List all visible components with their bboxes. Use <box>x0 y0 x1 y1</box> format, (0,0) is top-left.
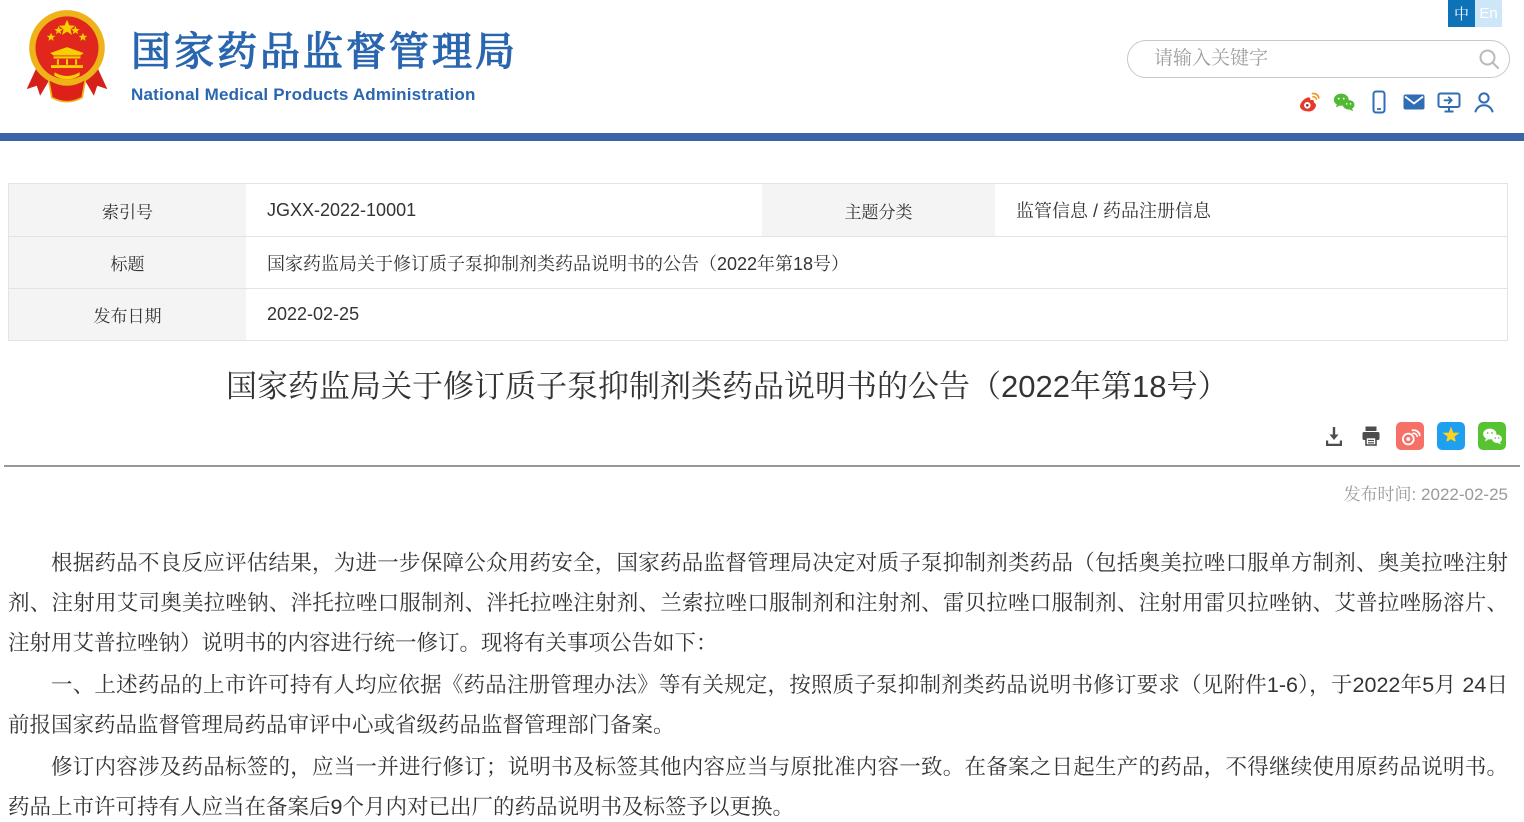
wechat-icon[interactable] <box>1332 90 1356 114</box>
share-wechat-icon[interactable] <box>1478 422 1506 450</box>
article-toolbar <box>0 422 1524 450</box>
user-icon[interactable] <box>1472 90 1496 114</box>
print-icon[interactable] <box>1359 424 1383 448</box>
article-paragraph: 一、上述药品的上市许可持有人均应依据《药品注册管理办法》等有关规定，按照质子泵抑制剂类药品说明书修订要求（见附件1-6），于2022年5月 24日前报国家药品监督管理局药品审评中心或省级药品监督管理部门备案。 <box>8 673 1508 737</box>
national-emblem-icon <box>25 6 109 110</box>
article-body <box>8 543 1508 822</box>
table-row <box>9 288 1507 340</box>
header-social-links <box>1297 90 1496 114</box>
document-meta-table <box>8 183 1508 341</box>
mobile-icon[interactable] <box>1367 90 1391 114</box>
weibo-icon[interactable] <box>1297 90 1321 114</box>
share-weibo-icon[interactable] <box>1396 422 1424 450</box>
meta-label-topic: 主题分类 <box>762 184 995 236</box>
download-icon[interactable] <box>1322 424 1346 448</box>
site-header <box>0 0 1524 133</box>
table-row <box>9 236 1507 288</box>
page-title: 国家药监局关于修订质子泵抑制剂类药品说明书的公告（2022年第18号） <box>226 369 1229 404</box>
site-logo[interactable] <box>25 6 518 110</box>
article-paragraph: 根据药品不良反应评估结果，为进一步保障公众用药安全，国家药品监督管理局决定对质子泵抑制剂类药品（包括奥美拉唑口服单方制剂、奥美拉唑注射剂、注射用艾司奥美拉唑钠、泮托拉唑口服制剂、泮托拉唑注射剂、兰索拉唑口服制剂和注射剂、雷贝拉唑口服制剂、注射用雷贝拉唑钠、艾普拉唑肠溶片、注射用艾普拉唑钠）说明书的内容进行统一修订。现将有关事项公告如下： <box>8 551 1508 655</box>
meta-value-topic: 监管信息 / 药品注册信息 <box>1016 201 1212 221</box>
lang-cn-button[interactable]: 中 <box>1448 0 1475 27</box>
language-switch <box>1448 0 1502 27</box>
article-paragraph: 修订内容涉及药品标签的，应当一并进行修订；说明书及标签其他内容应当与原批准内容一致。在备案之日起生产的药品，不得继续使用原药品说明书。药品上市许可持有人应当在备案后9个月内对已出厂的药品说明书及标签予以更换。 <box>8 755 1508 819</box>
search-icon[interactable] <box>1469 41 1509 77</box>
publish-time-label: 发布时间: <box>1343 485 1417 504</box>
meta-value-date: 2022-02-25 <box>267 304 360 324</box>
table-row <box>9 184 1507 236</box>
publish-time <box>0 480 1524 505</box>
main-navigation-bar <box>0 133 1524 141</box>
share-qzone-icon[interactable] <box>1437 422 1465 450</box>
site-title-en: National Medical Products Administration <box>131 85 476 104</box>
meta-label-index: 索引号 <box>9 184 246 236</box>
title-divider <box>4 465 1520 467</box>
site-title-cn: 国家药品监督管理局 <box>131 30 518 74</box>
meta-label-title: 标题 <box>9 237 246 288</box>
mail-icon[interactable] <box>1402 90 1426 114</box>
publish-time-value: 2022-02-25 <box>1421 485 1508 504</box>
meta-label-date: 发布日期 <box>9 289 246 340</box>
search-input[interactable] <box>1128 48 1469 70</box>
meta-value-title: 国家药监局关于修订质子泵抑制剂类药品说明书的公告（2022年第18号） <box>267 253 850 274</box>
lang-en-button[interactable]: En <box>1475 0 1502 27</box>
screen-share-icon[interactable] <box>1437 90 1461 114</box>
search-box <box>1127 40 1510 78</box>
meta-value-index: JGXX-2022-10001 <box>267 199 417 220</box>
